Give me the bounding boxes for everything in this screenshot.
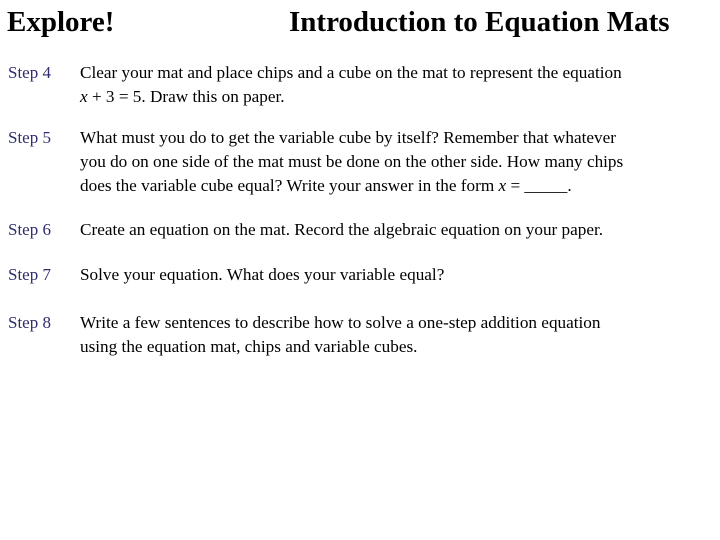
explore-heading: Explore!: [7, 6, 115, 38]
step-text-line: [80, 126, 714, 150]
text-run: using the equation mat, chips and variable cubes.: [80, 337, 418, 356]
text-run: Write a few sentences to describe how to solve a one-step addition equation: [80, 313, 601, 332]
step-label: Step 4: [8, 63, 51, 82]
step-label: Step 6: [8, 220, 51, 239]
text-run: Solve your equation. What does your variable equal?: [80, 265, 445, 284]
text-run: + 3 = 5. Draw this on paper.: [87, 87, 285, 106]
step-text: [80, 126, 714, 198]
text-run: does the variable cube equal? Write your answer in the form: [80, 176, 499, 195]
step-text-line: [80, 218, 714, 242]
text-run: What must you do to get the variable cube by itself? Remember that whatever: [80, 128, 616, 147]
page-header: [0, 0, 720, 50]
step-text-line: [80, 263, 714, 287]
step-text: [80, 61, 714, 109]
variable-x: x: [498, 176, 507, 195]
step-text: [80, 218, 714, 242]
step-label: Step 8: [8, 313, 51, 332]
step-text-line: [80, 311, 714, 335]
step-label: Step 5: [8, 128, 51, 147]
step-label: Step 7: [8, 265, 51, 284]
step-text-line: [80, 61, 714, 85]
step-text: [80, 263, 714, 287]
page-title: Introduction to Equation Mats: [289, 6, 670, 38]
step-text-line: [80, 150, 714, 174]
text-run: Clear your mat and place chips and a cube on the mat to represent the equation: [80, 63, 622, 82]
step-text-line: [80, 85, 714, 109]
variable-x: x: [80, 87, 88, 106]
step-text-line: [80, 335, 714, 359]
text-run: you do on one side of the mat must be done on the other side. How many chips: [80, 152, 624, 171]
step-text-line: [80, 174, 714, 198]
step-text: [80, 311, 714, 359]
text-run: Create an equation on the mat. Record the algebraic equation on your paper.: [80, 220, 604, 239]
text-run: = _____.: [506, 176, 572, 195]
